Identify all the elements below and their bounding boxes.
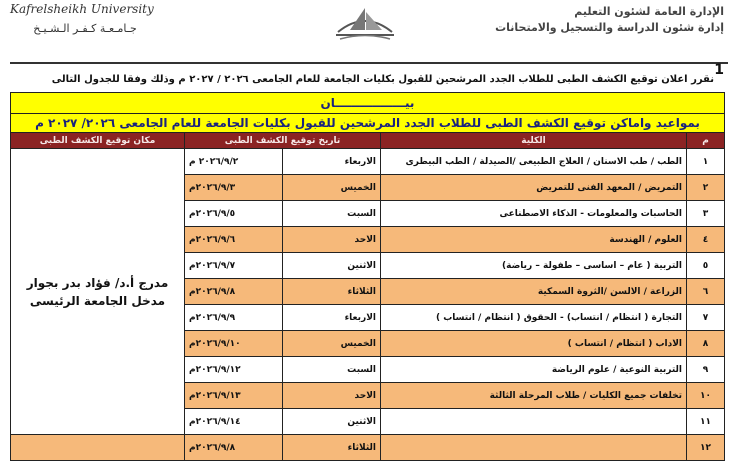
- row-number: ١: [687, 149, 725, 175]
- row-day: السبت: [283, 357, 381, 383]
- row-day: الاثنين: [283, 253, 381, 279]
- row-number: ٧: [687, 305, 725, 331]
- university-logo-icon: [330, 2, 400, 42]
- row-date: ٢٠٢٦/٩/٨م: [185, 279, 283, 305]
- university-name-en: Kafrelsheikh University: [10, 2, 154, 16]
- exam-place: مدرج أ.د/ فؤاد بدر بجوار مدخل الجامعة الرئيسى: [11, 149, 185, 435]
- row-date: ٢٠٢٦/٩/١٣م: [185, 383, 283, 409]
- row-day: الخميس: [283, 331, 381, 357]
- page-number: 1: [714, 62, 724, 78]
- row-number: ٦: [687, 279, 725, 305]
- row-number: ٣: [687, 201, 725, 227]
- row-date: ٢٠٢٦/٩/١٠م: [185, 331, 283, 357]
- banner-row-1: [11, 93, 725, 114]
- column-header-num: م: [687, 133, 725, 149]
- university-name-ar: جـامـعـة كـفـر الـشـيـخ: [33, 22, 137, 35]
- row-college: التجارة ( انتظام / انتساب) - الحقوق ( انتظام / انتساب ): [381, 305, 687, 331]
- row-number: ١٢: [687, 435, 725, 461]
- row-number: ٩: [687, 357, 725, 383]
- banner-subtitle: بمواعيد واماكن توقيع الكشف الطبى للطلاب الجدد المرشحين للقبول بكليات الجامعة للعام الجامعى ٢٠٢٦/ ٢٠٢٧ م: [11, 114, 725, 133]
- row-college: العلوم / الهندسة: [381, 227, 687, 253]
- row-date: ٢٠٢٦/٩/٥م: [185, 201, 283, 227]
- row-place-empty: [11, 435, 185, 461]
- row-date: ٢٠٢٦/٩/١٤م: [185, 409, 283, 435]
- row-day: الاثنين: [283, 409, 381, 435]
- table-row: [11, 435, 725, 461]
- column-header-college: الكلية: [381, 133, 687, 149]
- row-college: الاداب ( انتظام / انتساب ): [381, 331, 687, 357]
- row-date: ٢٠٢٦/٩/٢ م: [185, 149, 283, 175]
- column-header-place: مكان توقيع الكشف الطبى: [11, 133, 185, 149]
- column-header-date: تاريخ توقيع الكشف الطبى: [185, 133, 381, 149]
- row-college: [381, 409, 687, 435]
- banner-title: بيـــــــــــــــــان: [11, 93, 725, 114]
- administration-header: [495, 4, 724, 36]
- row-number: ٢: [687, 175, 725, 201]
- row-number: ٨: [687, 331, 725, 357]
- row-day: الثلاثاء: [283, 279, 381, 305]
- row-date: ٢٠٢٦/٩/١٢م: [185, 357, 283, 383]
- row-date: ٢٠٢٦/٩/٦م: [185, 227, 283, 253]
- university-header-en: [10, 2, 160, 35]
- row-college: تخلفات جميع الكليات / طلاب المرحلة الثالثة: [381, 383, 687, 409]
- row-number: ١١: [687, 409, 725, 435]
- row-college: الحاسبات والمعلومات - الذكاء الاصطناعى: [381, 201, 687, 227]
- row-day: الاربعاء: [283, 305, 381, 331]
- row-day: الاربعاء: [283, 149, 381, 175]
- row-day: السبت: [283, 201, 381, 227]
- row-date: ٢٠٢٦/٩/٧م: [185, 253, 283, 279]
- schedule-table: [10, 92, 725, 461]
- intro-text: نقرر اعلان توقيع الكشف الطبى للطلاب الجدد المرشحين للقبول بكليات الجامعة للعام الجامعى ٢٠٢٦ / ٢٠٢٧ م وذلك وفقا للجدول التالى: [51, 74, 714, 85]
- row-college: التربية النوعية / علوم الرياضة: [381, 357, 687, 383]
- admin-line-2: إدارة شئون الدراسة والتسجيل والامتحانات: [495, 21, 724, 34]
- row-college: الزراعة / الالسن /الثروة السمكية: [381, 279, 687, 305]
- row-date: ٢٠٢٦/٩/٩م: [185, 305, 283, 331]
- row-college: [381, 435, 687, 461]
- row-college: التربية ( عام – اساسى – طفولة – رياضة): [381, 253, 687, 279]
- row-date: ٢٠٢٦/٩/٨م: [185, 435, 283, 461]
- row-college: الطب / طب الاسنان / العلاج الطبيعى /الصيدلة / الطب البيطرى: [381, 149, 687, 175]
- row-number: ٥: [687, 253, 725, 279]
- row-day: الخميس: [283, 175, 381, 201]
- header-divider: [10, 62, 728, 64]
- row-day: الاحد: [283, 383, 381, 409]
- row-number: ٤: [687, 227, 725, 253]
- row-number: ١٠: [687, 383, 725, 409]
- admin-line-1: الإدارة العامة لشئون التعليم: [574, 5, 724, 18]
- column-header-row: [11, 133, 725, 149]
- table-row: [11, 149, 725, 175]
- row-day: الاحد: [283, 227, 381, 253]
- banner-row-2: [11, 114, 725, 133]
- row-date: ٢٠٢٦/٩/٣م: [185, 175, 283, 201]
- row-college: التمريض / المعهد الفنى للتمريض: [381, 175, 687, 201]
- row-day: الثلاثاء: [283, 435, 381, 461]
